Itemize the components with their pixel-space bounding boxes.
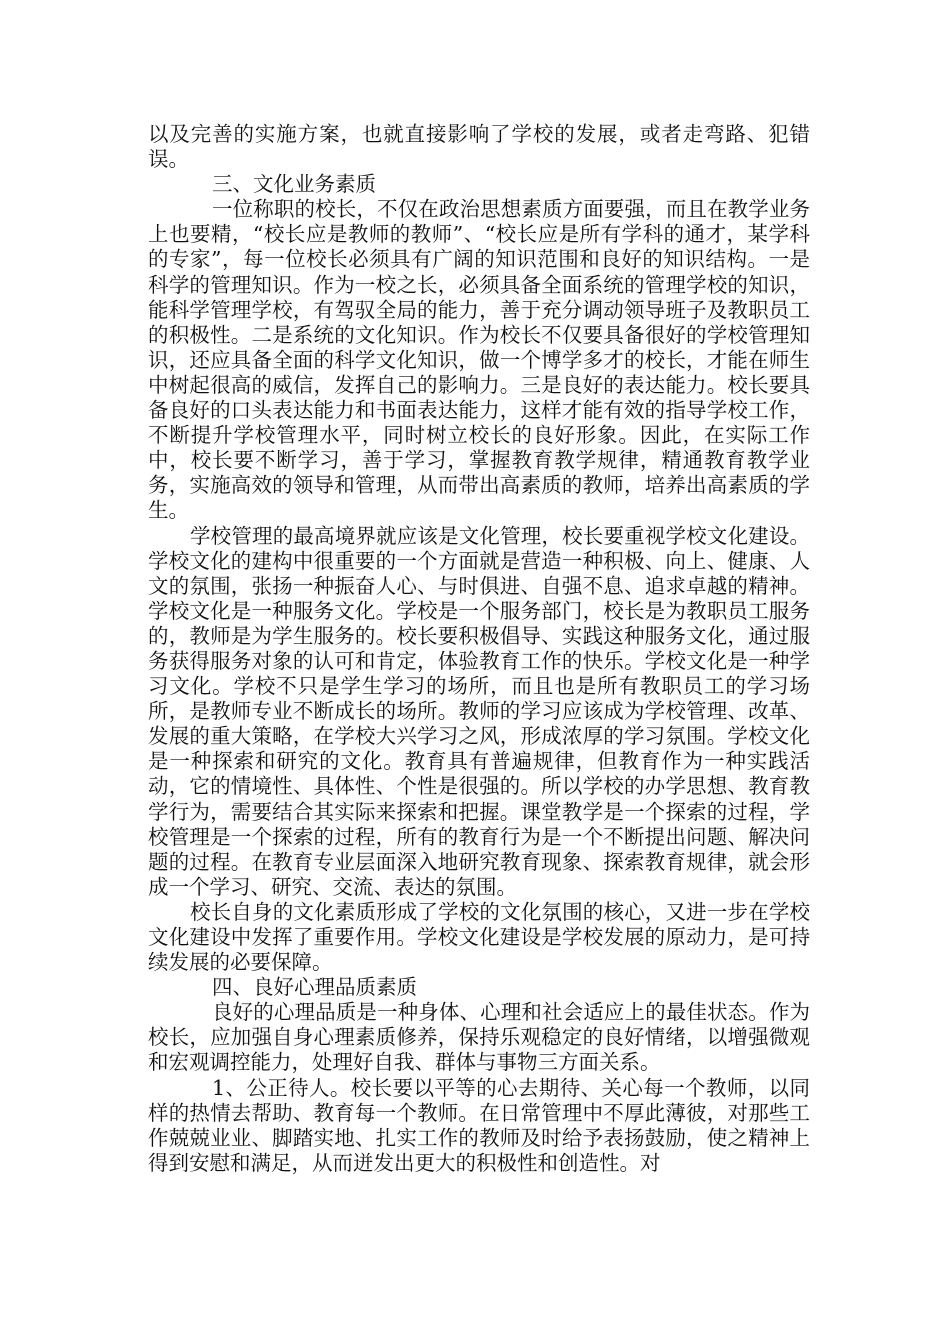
paragraph-psychology: 良好的心理品质是一种身体、心理和社会适应上的最佳状态。作为校长，应加强自身心理素质修养，保持乐观稳定的良好情绪，以增强微观和宏观调控能力，处理好自我、群体与事物三方面关系。 [148,1000,810,1075]
paragraph-continuation: 以及完善的实施方案，也就直接影响了学校的发展，或者走弯路、犯错误。 [148,122,810,172]
document-page [148,122,810,1176]
paragraph-fairness: 1、公正待人。校长要以平等的心去期待、关心每一个教师，以同样的热情去帮助、教育每一个教师。在日常管理中不厚此薄彼，对那些工作兢兢业业、脚踏实地、扎实工作的教师及时给予表扬鼓励，使之精神上得到安慰和满足，从而迸发出更大的积极性和创造性。对 [148,1075,810,1175]
paragraph-cultural-knowledge: 一位称职的校长，不仅在政治思想素质方面要强，而且在教学业务上也要精，“校长应是教师的教师”、“校长应是所有学科的通才，某学科的专家”，每一位校长必须具有广阔的知识范围和良好的知识结构。一是科学的管理知识。作为一校之长，必须具备全面系统的管理学校的知识，能科学管理学校，有驾驭全局的能力，善于充分调动领导班子及教职员工的积极性。二是系统的文化知识。作为校长不仅要具备很好的学校管理知识，还应具备全面的科学文化知识，做一个博学多才的校长，才能在师生中树起很高的威信，发挥自己的影响力。三是良好的表达能力。校长要具备良好的口头表达能力和书面表达能力，这样才能有效的指导学校工作，不断提升学校管理水平，同时树立校长的良好形象。因此，在实际工作中，校长要不断学习，善于学习，掌握教育教学规律，精通教育教学业务，实施高效的领导和管理，从而带出高素质的教师，培养出高素质的学生。 [148,197,810,523]
section-heading-4: 四、良好心理品质素质 [212,975,417,1000]
section-heading-3: 三、文化业务素质 [212,172,376,197]
paragraph-principal-culture: 校长自身的文化素质形成了学校的文化氛围的核心，又进一步在学校文化建设中发挥了重要作用。学校文化建设是学校发展的原动力，是可持续发展的必要保障。 [148,899,810,975]
paragraph-school-culture: 学校管理的最高境界就应该是文化管理，校长要重视学校文化建设。学校文化的建构中很重要的一个方面就是营造一种积极、向上、健康、人文的氛围，张扬一种振奋人心、与时俱进、自强不息、追求卓越的精神。学校文化是一种服务文化。学校是一个服务部门，校长是为教职员工服务的，教师是为学生服务的。校长要积极倡导、实践这种服务文化，通过服务获得服务对象的认可和肯定，体验教育工作的快乐。学校文化是一种学习文化。学校不只是学生学习的场所，而且也是所有教职员工的学习场所，是教师专业不断成长的场所。教师的学习应该成为学校管理、改革、发展的重大策略，在学校大兴学习之风，形成浓厚的学习氛围。学校文化是一种探索和研究的文化。教育具有普遍规律，但教育作为一种实践活动，它的情境性、具体性、个性是很强的。所以学校的办学思想、教育教学行为，需要结合其实际来探索和把握。课堂教学是一个探索的过程，学校管理是一个探索的过程，所有的教育行为是一个不断提出问题、解决问题的过程。在教育专业层面深入地研究教育现象、探索教育规律，就会形成一个学习、研究、交流、表达的氛围。 [148,523,810,899]
